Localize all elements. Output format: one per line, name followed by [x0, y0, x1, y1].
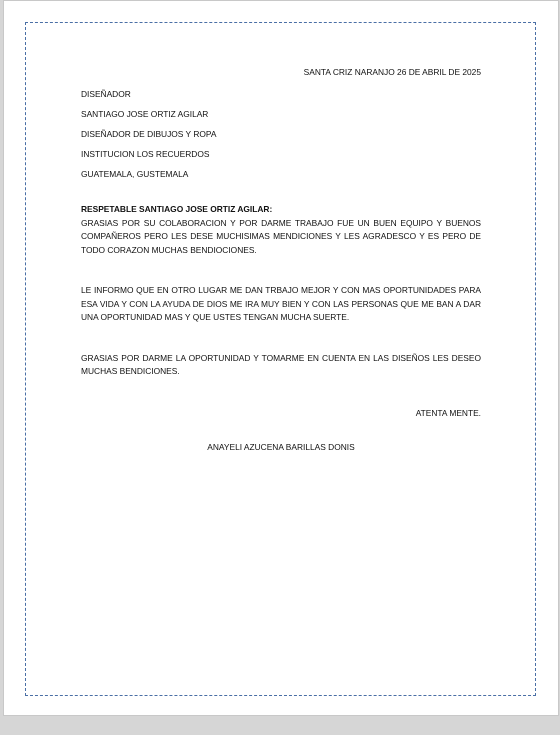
paragraph: GRASIAS POR DARME LA OPORTUNIDAD Y TOMARME EN CUENTA EN LAS DISEÑOS LES DESEO MUCHAS BENDICIONES. [81, 352, 481, 376]
paragraph: LE INFORMO QUE EN OTRO LUGAR ME DAN TRBAJO MEJOR Y CON MAS OPORTUNIDADES PARA ESA VIDA Y CON LA AYUDA DE DIOS ME IRA MUY BIEN Y CON LAS PERSONAS QUE ME BAN A DAR UNA OPORTUNIDAD MAS Y QUE USTES TENGAN MUCHA SUERTE. [81, 285, 481, 322]
paragraph: GRASIAS POR SU COLABORACION Y POR DARME TRABAJO FUE UN BUEN EQUIPO Y BUENOS COMPAÑEROS PERO LES DESE MUCHISIMAS MENDICIONES Y LES AGRADESCO Y ES PERO DE TODO CORAZON MUCHAS BENDIOCIONES. [81, 217, 481, 255]
recipient-line: DISEÑADOR [81, 88, 131, 99]
recipient-block [81, 88, 481, 182]
document-page [3, 0, 559, 716]
recipient-line: SANTIAGO JOSE ORTIZ AGILAR [81, 108, 209, 119]
date-line: SANTA CRIZ NARANJO 26 DE ABRIL DE 2025 [303, 67, 481, 77]
salutation: RESPETABLE SANTIAGO JOSE ORTIZ AGILAR: [81, 204, 273, 214]
recipient-line: DISEÑADOR DE DIBUJOS Y ROPA [81, 128, 217, 139]
workspace-background [0, 716, 560, 735]
signature: ANAYELI AZUCENA BARILLAS DONIS [207, 442, 355, 452]
recipient-line: INSTITUCION LOS RECUERDOS [81, 148, 210, 159]
recipient-line: GUATEMALA, GUSTEMALA [81, 168, 189, 179]
closing: ATENTA MENTE. [415, 407, 481, 418]
letter-body[interactable] [81, 61, 481, 455]
